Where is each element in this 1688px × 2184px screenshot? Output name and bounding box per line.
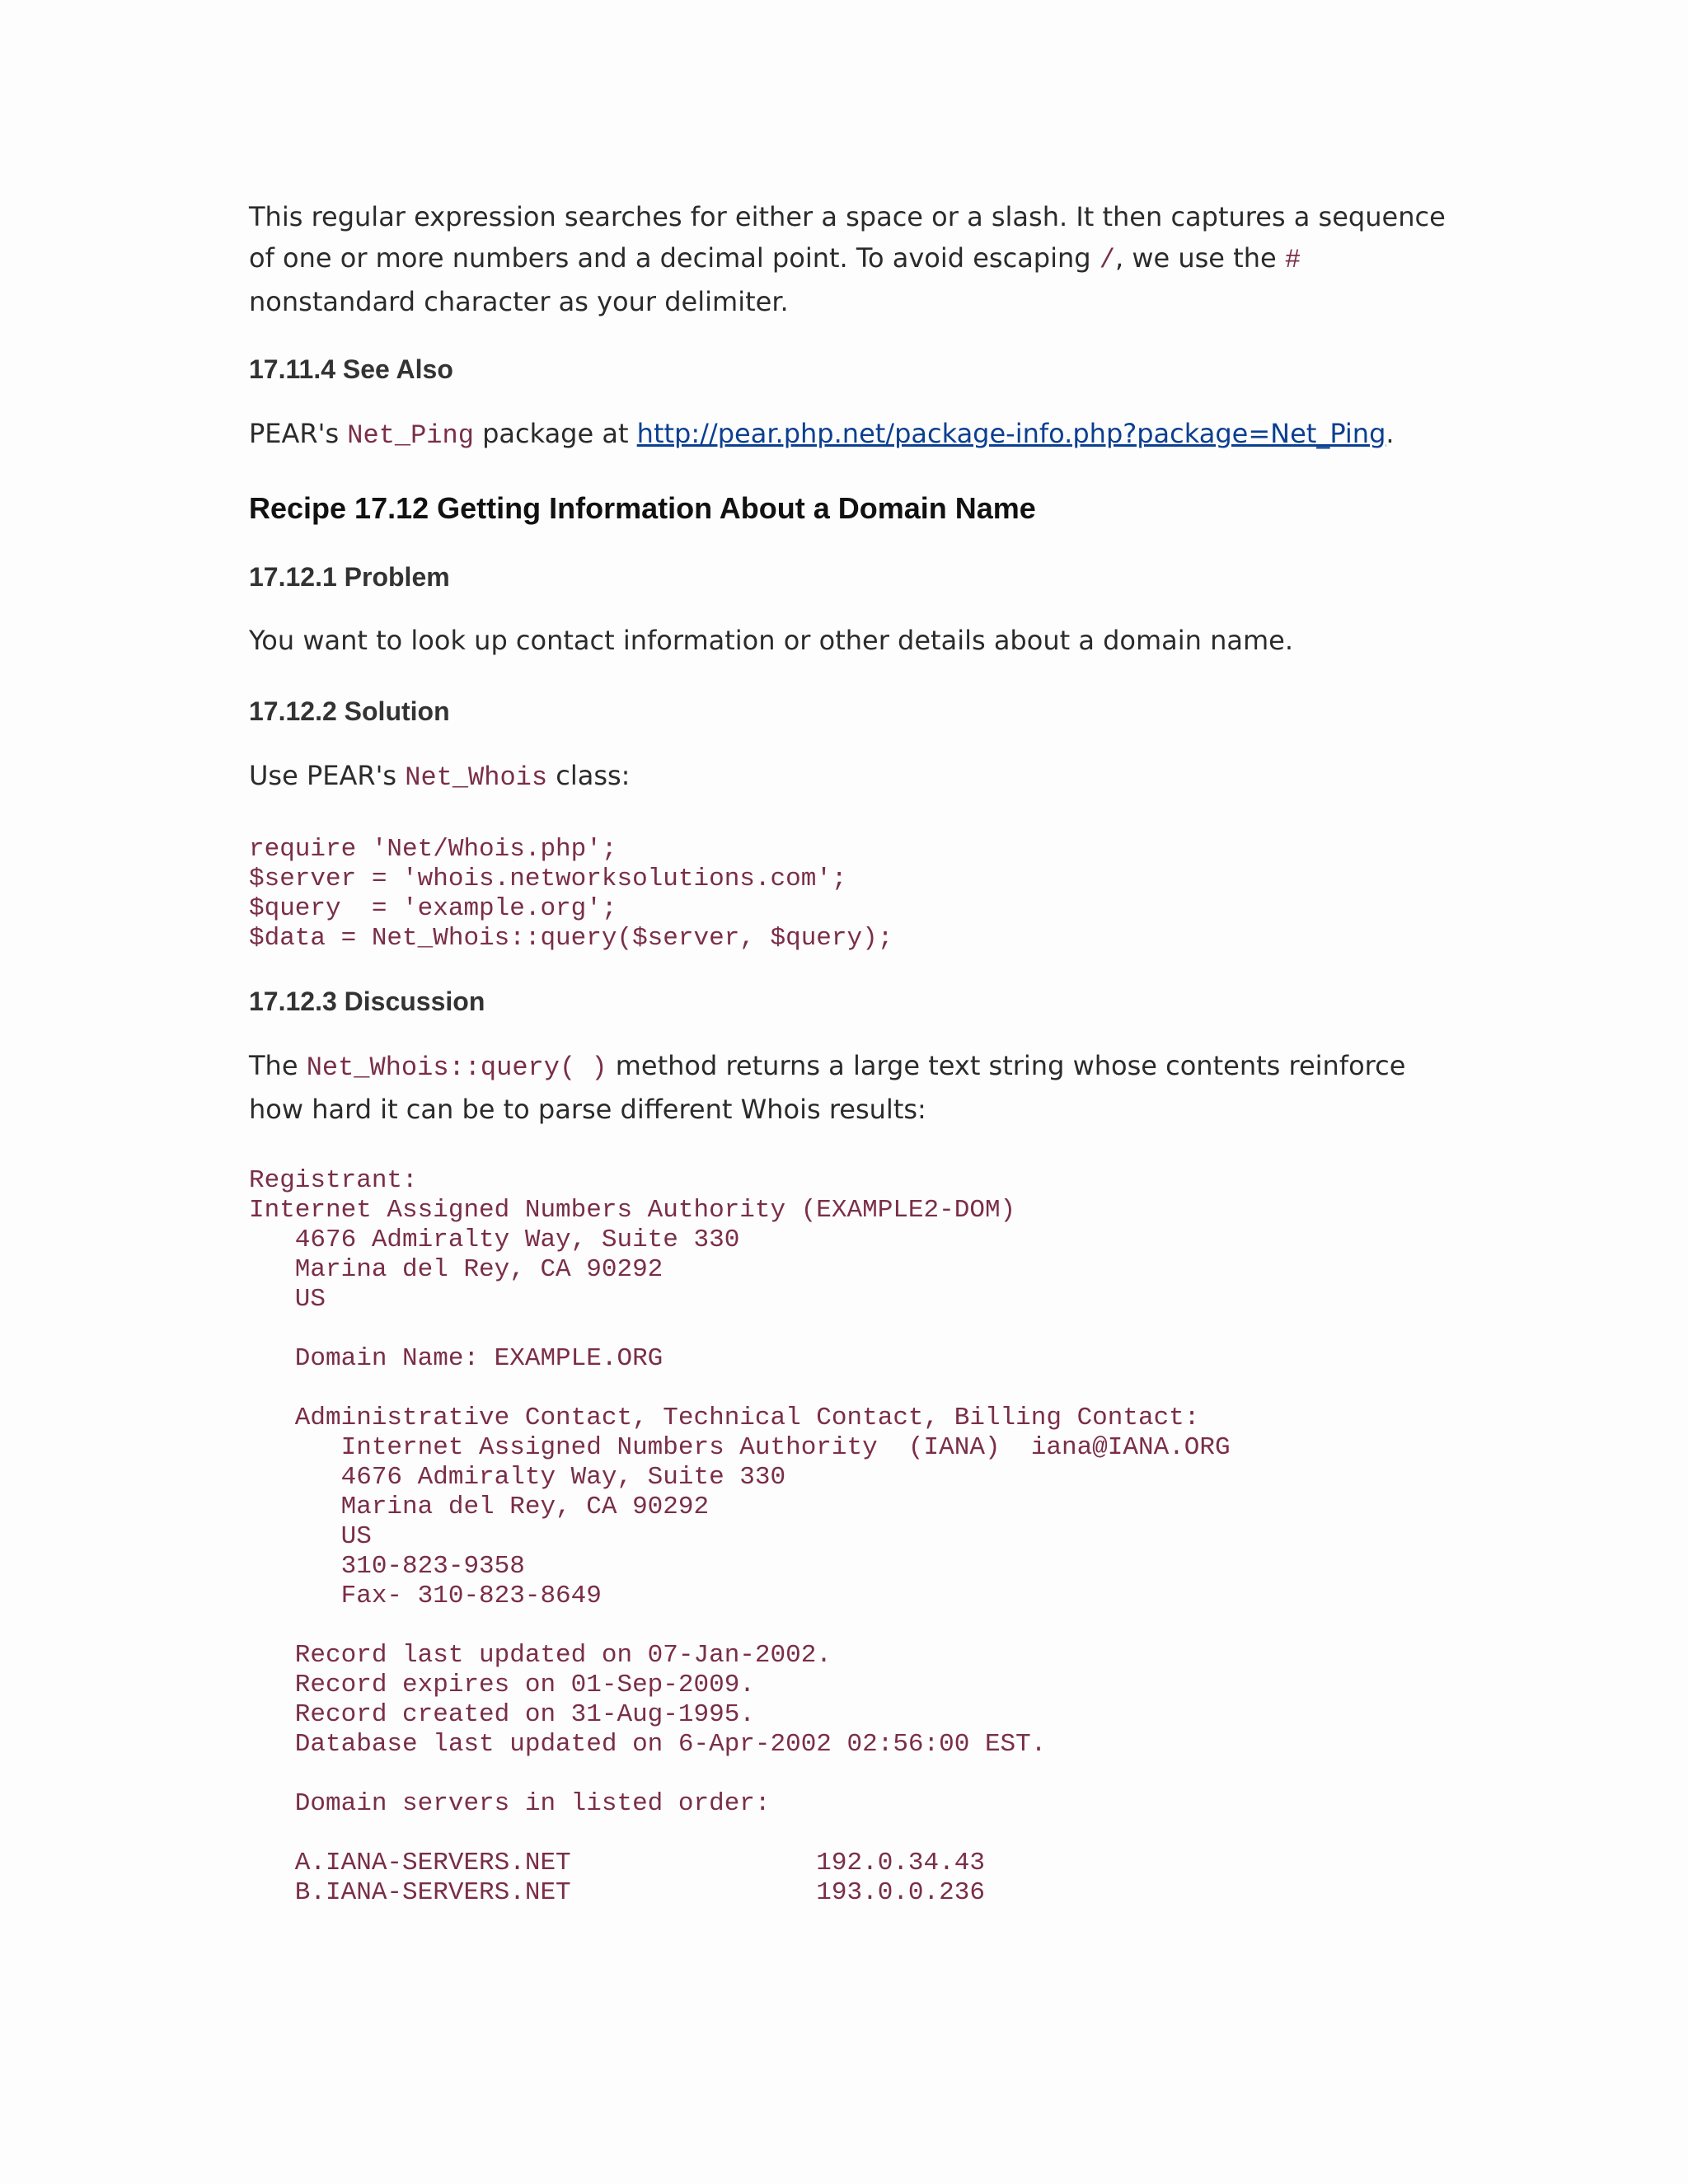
solution-paragraph: Use PEAR's Net_Whois class: — [249, 760, 631, 793]
whois-query-code: Net_Whois::query( ) — [306, 1052, 607, 1083]
see-also-paragraph: PEAR's Net_Ping package at http://pear.php.net/package-info.php?package=Net_Ping. — [249, 418, 1395, 451]
whois-output-block: Registrant: Internet Assigned Numbers Authority (EXAMPLE2-DOM) 4676 Admiralty Way, Suite 330 Marina del Rey, CA 90292 US Domain Name: EXAMPLE.ORG Administrative Contact, Technical Contact, Billing Contact: Internet Assigned Numbers Authority (IANA) iana@IANA.ORG 4676 Admiralty Way, Suite 330 Marina del Rey, CA 90292 US 310-823-9358 Fax- 310-823-8649 Record last updated on 07-Jan-2002. Record expires on 01-Sep-2009. Record created on 31-Aug-1995. Database last updated on 6-Apr-2002 02:56:00 EST. Domain servers in listed order: A.IANA-SERVERS.NET 192.0.34.43 B.IANA-SERVERS.NET 193.0.0.236 — [249, 1166, 1231, 1907]
hash-code: # — [1284, 245, 1301, 275]
net-ping-code: Net_Ping — [347, 420, 474, 451]
discussion-paragraph: The Net_Whois::query( ) method returns a large text string whose contents reinforce how hard it can be to parse different Whois results: — [249, 1050, 1406, 1125]
pear-net-ping-link[interactable]: http://pear.php.net/package-info.php?package=Net_Ping — [636, 418, 1386, 449]
slash-code: / — [1099, 245, 1115, 275]
solution-heading: 17.12.2 Solution — [249, 696, 450, 726]
discussion-heading: 17.12.3 Discussion — [249, 987, 485, 1016]
problem-paragraph: You want to look up contact information or other details about a domain name. — [249, 625, 1294, 656]
see-also-heading: 17.11.4 See Also — [249, 354, 453, 384]
net-whois-code: Net_Whois — [405, 762, 548, 793]
recipe-title: Recipe 17.12 Getting Information About a Domain Name — [249, 491, 1036, 525]
document-page — [249, 196, 1452, 1908]
solution-code-block: require 'Net/Whois.php'; $server = 'whois.networksolutions.com'; $query = 'example.org'; $data = Net_Whois::query($server, $query); — [249, 835, 893, 953]
problem-heading: 17.12.1 Problem — [249, 562, 450, 592]
intro-paragraph: This regular expression searches for either a space or a slash. It then captures a sequence of one or more numbers and a decimal point. To avoid escaping /, we use the # nonstandard character as your delimiter. — [249, 201, 1446, 317]
